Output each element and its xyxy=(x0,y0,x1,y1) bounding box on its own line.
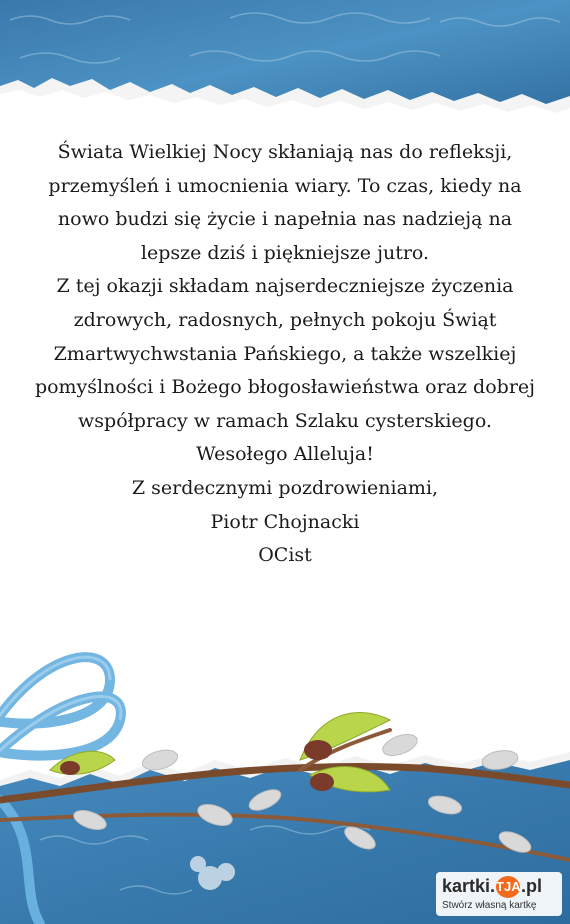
message-line: Z tej okazji składam najserdeczniejsze życzenia xyxy=(56,275,514,298)
closing-wish: Wesołego Alleluja! xyxy=(196,443,374,466)
message-line: współpracy w ramach Szlaku cysterskiego. xyxy=(78,409,492,432)
message-line: pomyślności i Bożego błogosławieństwa oraz dobrej xyxy=(34,376,536,399)
message-line: nowo budzi się życie i napełnia nas nadzieją na xyxy=(57,208,513,231)
signature-name: Piotr Chojnacki xyxy=(210,510,360,533)
top-decorative-band xyxy=(0,0,570,120)
logo-brand-right: .pl xyxy=(521,876,543,896)
logo-brand xyxy=(442,876,542,898)
site-logo[interactable] xyxy=(436,872,562,916)
logo-brand-left: kartki. xyxy=(442,876,496,896)
message-line: lepsze dziś i piękniejsze jutro. xyxy=(140,241,430,264)
message-line: Świata Wielkiej Nocy skłaniają nas do refleksji, xyxy=(57,141,513,163)
signature-greeting: Z serdecznymi pozdrowieniami, xyxy=(131,476,439,499)
message-line: przemyśleń i umocnienia wiary. To czas, kiedy na xyxy=(48,174,522,197)
message-line: zdrowych, radosnych, pełnych pokoju Świąt xyxy=(73,308,497,331)
message-line: Zmartwychwstania Pańskiego, a także wszelkiej xyxy=(53,342,517,365)
logo-brand-mid: TJA xyxy=(496,876,520,898)
logo-tagline: Stwórz własną kartkę xyxy=(442,900,537,911)
signature-order: OCist xyxy=(258,544,312,567)
greeting-message xyxy=(20,136,550,573)
